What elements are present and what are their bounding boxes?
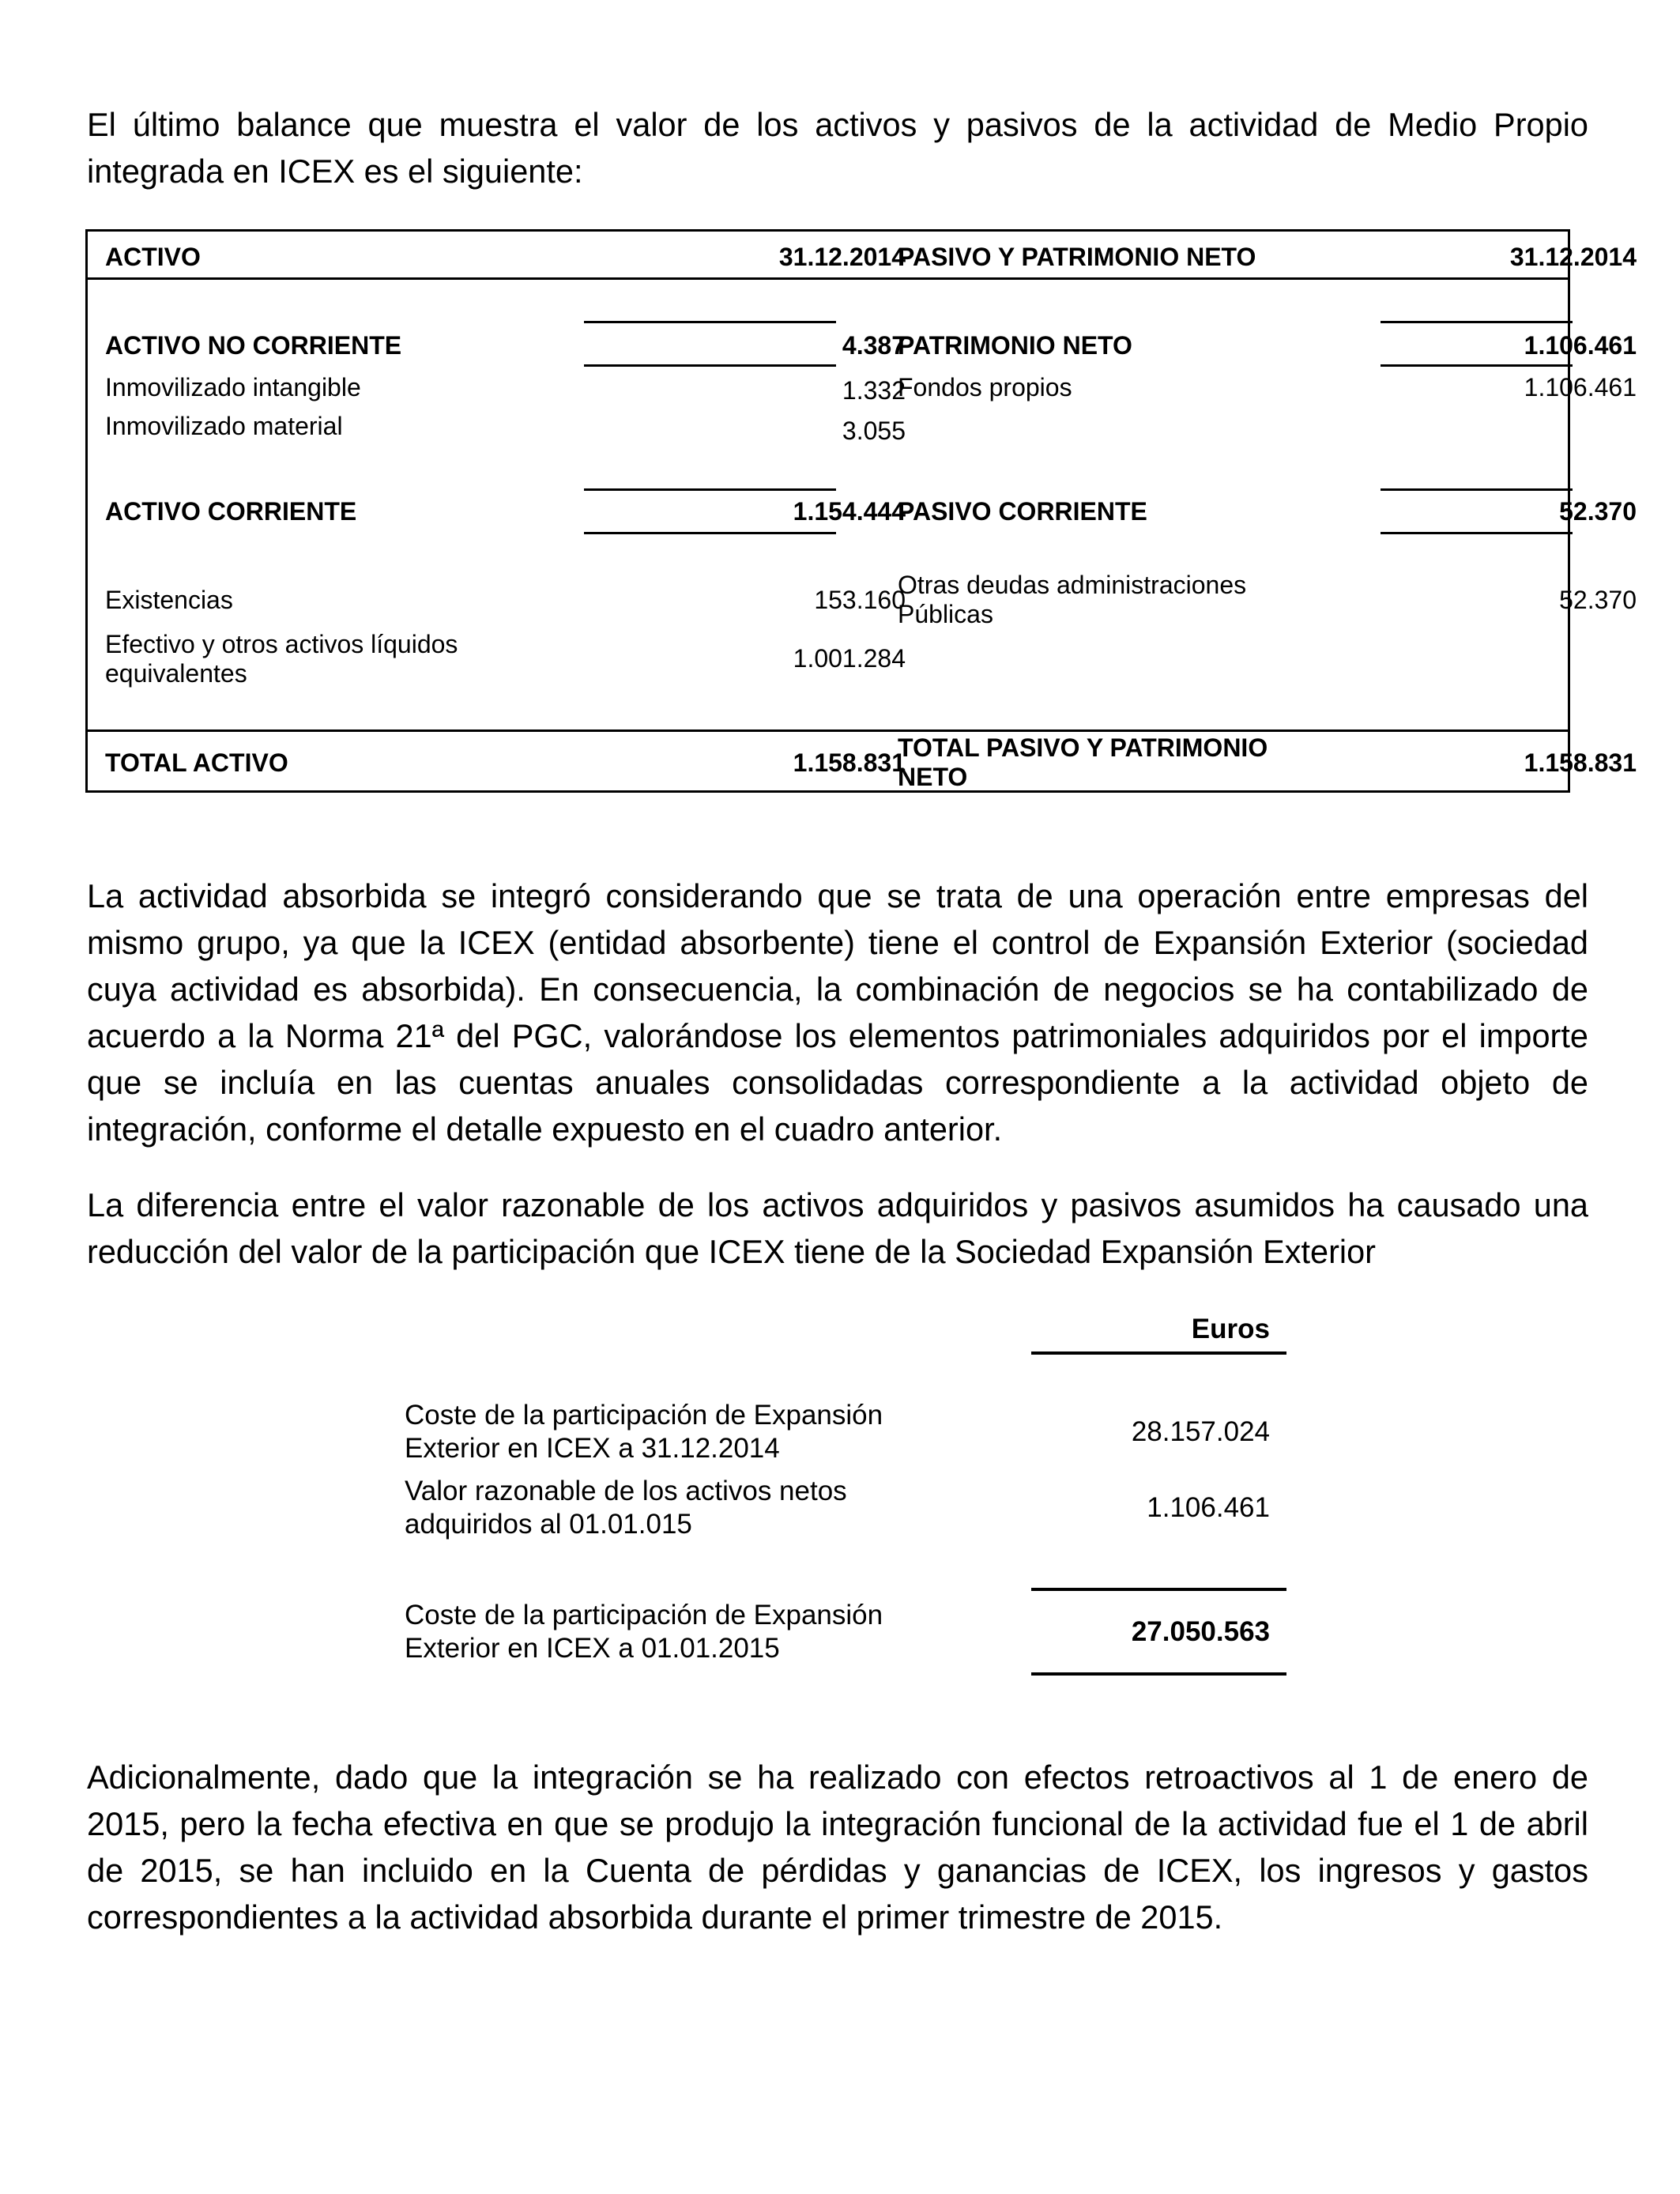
header-pasivo-date: 31.12.2014 <box>1509 243 1637 271</box>
valor-razonable-label-line1: Valor razonable de los activos netos <box>405 1476 847 1506</box>
coste-2015-label-line1: Coste de la participación de Expansión <box>405 1600 883 1630</box>
pasivo-c-top-rule <box>1381 488 1573 491</box>
euros-header-rule <box>1031 1351 1286 1355</box>
inmovilizado-material-value: 3.055 <box>842 417 906 445</box>
efectivo-label-line1: Efectivo y otros activos líquidos <box>105 630 458 658</box>
coste-2014-label-line1: Coste de la participación de Expansión <box>405 1400 883 1431</box>
efectivo-label-line2: equivalentes <box>105 659 247 688</box>
coste-2014-label-line2: Exterior en ICEX a 31.12.2014 <box>405 1433 780 1464</box>
activo-corriente-label: ACTIVO CORRIENTE <box>105 497 357 526</box>
activo-c-top-rule <box>584 488 836 491</box>
activo-no-corriente-value: 4.387 <box>842 331 906 360</box>
activo-nc-top-rule <box>584 321 836 323</box>
total-pasivo-label-line2: NETO <box>898 763 968 791</box>
total-activo-label: TOTAL ACTIVO <box>105 748 288 777</box>
coste-2014-value: 28.157.024 <box>1131 1416 1270 1447</box>
otras-deudas-value: 52.370 <box>1559 586 1637 614</box>
intro-paragraph: El último balance que muestra el valor de los activos y pasivos de la actividad de Medio Propio integrada en ICEX es el siguiente: <box>87 106 1588 190</box>
header-pasivo: PASIVO Y PATRIMONIO NETO <box>898 243 1256 271</box>
fondos-propios-value: 1.106.461 <box>1524 373 1637 401</box>
existencias-label: Existencias <box>105 586 233 614</box>
activo-c-bottom-rule <box>584 532 836 534</box>
inmovilizado-intangible-value: 1.332 <box>842 376 906 405</box>
header-activo-date: 31.12.2014 <box>778 243 906 271</box>
patrimonio-neto-label: PATRIMONIO NETO <box>898 331 1132 360</box>
valor-razonable-value: 1.106.461 <box>1147 1492 1270 1523</box>
paragraph-integration: La actividad absorbida se integró considerando que se trata de una operación entre empresas del mismo grupo, ya que la ICEX (entidad absorbente) tiene el control de Expansión Exterior (sociedad cuya actividad es absorbida). En consecuencia, la combinación de negocios se ha contabilizado de acuerdo a la Norma 21ª del PGC, valorándose los elementos patrimoniales adquiridos por el importe que se incluía en las cuentas anuales consolidadas correspondiente a la actividad objeto de integración, conforme el detalle expuesto en el cuadro anterior. <box>87 877 1588 1148</box>
totals-divider <box>88 729 1568 732</box>
total-pasivo-value: 1.158.831 <box>1524 748 1637 777</box>
header-activo: ACTIVO <box>105 243 201 271</box>
otras-deudas-label-line1: Otras deudas administraciones <box>898 571 1247 599</box>
patrimonio-neto-value: 1.106.461 <box>1524 331 1637 360</box>
coste-2015-value: 27.050.563 <box>1131 1616 1270 1647</box>
inmovilizado-material-label: Inmovilizado material <box>105 412 343 440</box>
inmovilizado-intangible-label: Inmovilizado intangible <box>105 373 361 401</box>
total-pasivo-label-line1: TOTAL PASIVO Y PATRIMONIO <box>898 733 1268 762</box>
efectivo-value: 1.001.284 <box>793 644 906 673</box>
pasivo-corriente-label: PASIVO CORRIENTE <box>898 497 1147 526</box>
paragraph-additional: Adicionalmente, dado que la integración se ha realizado con efectos retroactivos al 1 de enero de 2015, pero la fecha efectiva en que se produjo la integración funcional de la actividad fue el 1 de abril de 2015, se han incluido en la Cuenta de pérdidas y ganancias de ICEX, los ingresos y gastos correspondientes a la actividad absorbida durante el primer trimestre de 2015. <box>87 1759 1588 1936</box>
pasivo-c-bottom-rule <box>1381 532 1573 534</box>
total-activo-value: 1.158.831 <box>793 748 906 777</box>
fondos-propios-label: Fondos propios <box>898 373 1072 401</box>
paragraph-difference: La diferencia entre el valor razonable de los activos adquiridos y pasivos asumidos ha causado una reducción del valor de la participación que ICEX tiene de la Sociedad Expansión Exterior <box>87 1186 1588 1270</box>
euros-total-bottom-rule <box>1031 1672 1286 1676</box>
euros-total-top-rule <box>1031 1588 1286 1591</box>
header-divider <box>88 277 1568 280</box>
existencias-value: 153.160 <box>814 586 906 614</box>
patrimonio-top-rule <box>1381 321 1573 323</box>
activo-corriente-value: 1.154.444 <box>793 497 906 526</box>
activo-no-corriente-label: ACTIVO NO CORRIENTE <box>105 331 402 360</box>
activo-nc-bottom-rule <box>584 364 836 367</box>
patrimonio-bottom-rule <box>1381 364 1573 367</box>
coste-2015-label-line2: Exterior en ICEX a 01.01.2015 <box>405 1633 780 1664</box>
balance-table <box>85 229 1637 793</box>
valor-razonable-label-line2: adquiridos al 01.01.015 <box>405 1509 692 1540</box>
euros-header: Euros <box>1191 1314 1270 1344</box>
otras-deudas-label-line2: Públicas <box>898 600 993 628</box>
pasivo-corriente-value: 52.370 <box>1559 497 1637 526</box>
